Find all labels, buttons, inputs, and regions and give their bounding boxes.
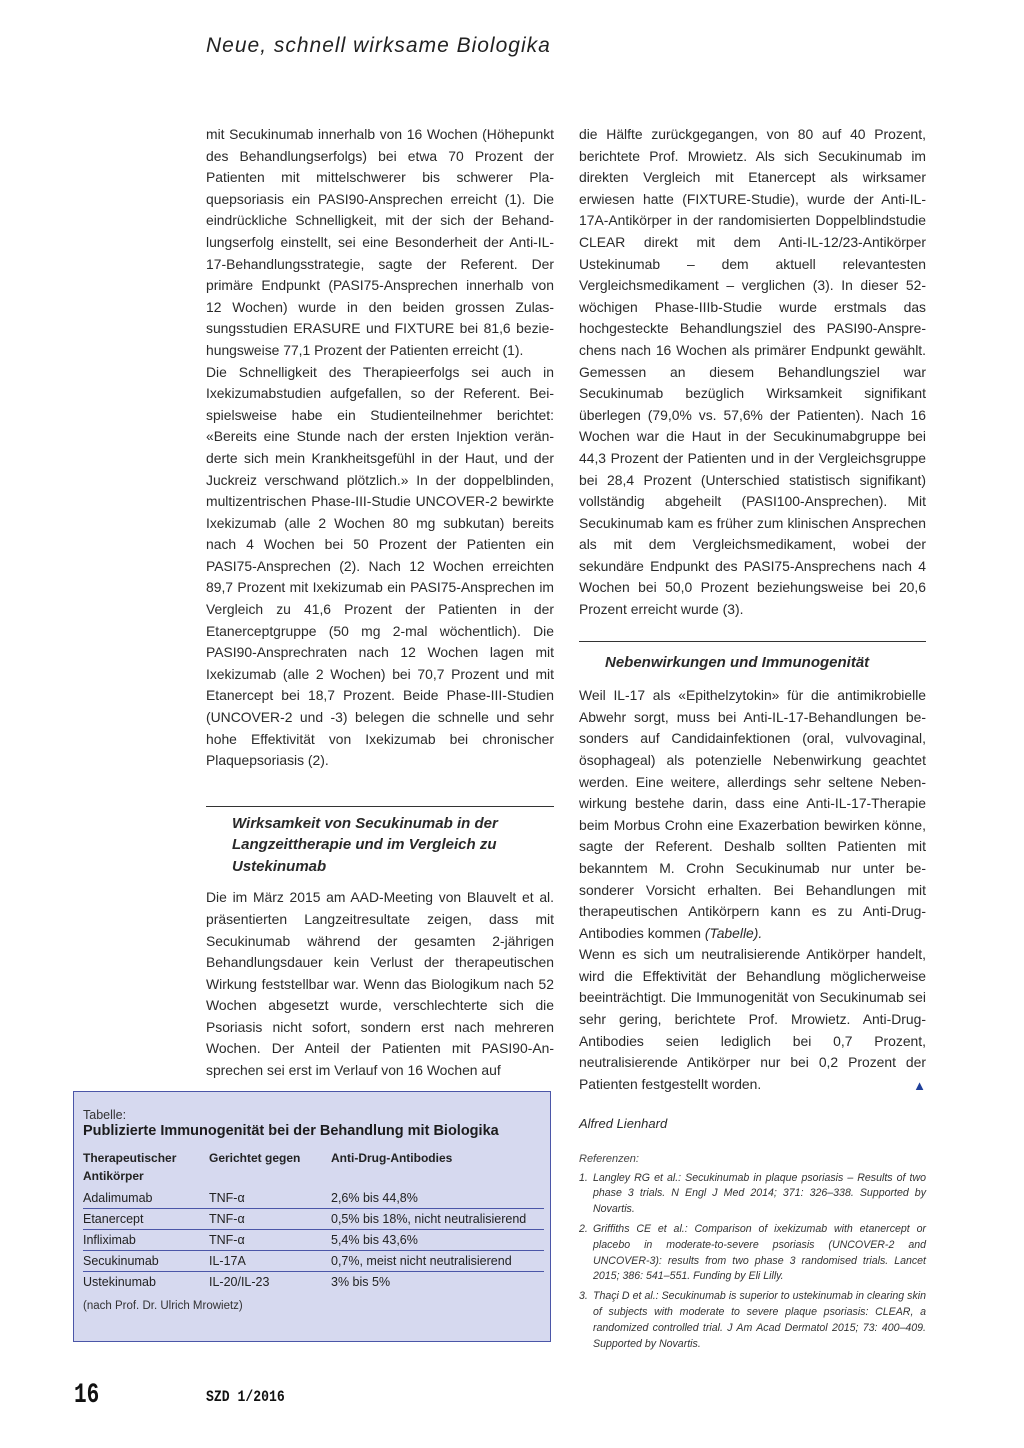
table-kicker: Tabelle:	[83, 1108, 127, 1122]
section-heading: Nebenwirkungen und Immunogenität	[605, 653, 870, 671]
table-cell: Ustekinumab	[83, 1275, 156, 1289]
table-cell: 0,7%, meist nicht neutralisierend	[331, 1251, 544, 1272]
table-cell: 3% bis 5%	[331, 1275, 391, 1289]
paragraph-text: Weil IL-17 als «Epithelzytokin» für die antimikrobielle Abwehr sorgt, muss bei Anti-IL-17-Behandlungen besonders auf Candidainfektionen (oral, vulvovaginal, ösophageal) als potenzielle Nebenwirkung geachtet werden. Eine weitere, allerdings sehr seltene Nebenwirkung bestehe darin, dass eine Anti-IL-17-Therapie beim Morbus Crohn eine Exazerbation bewirken könne, sagte der Referent. Deshalb sollten Patienten mit bekanntem M. Crohn Secukinumab nur unter besonderer Vorsicht erhalten. Bei Behandlungen mit therapeutischen Antikörpern kann es zu Anti-Drug-Antibodies kommen	[579, 687, 926, 941]
table-row	[83, 1230, 544, 1251]
running-title: Neue, schnell wirksame Biologika	[206, 34, 551, 57]
reference-item	[579, 1171, 926, 1218]
end-of-article-icon: ▲	[913, 1077, 926, 1093]
references-list	[579, 1171, 926, 1353]
immunogenicity-table-box	[73, 1091, 551, 1342]
reference-item	[579, 1222, 926, 1285]
table-cell: Infliximab	[83, 1230, 209, 1251]
reference-number: 1.	[579, 1171, 588, 1184]
reference-item	[579, 1289, 926, 1352]
section-rule	[579, 641, 926, 642]
author-name: Alfred Lienhard	[579, 1116, 668, 1132]
table-reference: (Tabelle).	[704, 924, 763, 941]
column-header: Anti-Drug-Antibodies	[331, 1151, 453, 1165]
table-cell: Adalimumab	[83, 1188, 209, 1209]
paragraph: die Hälfte zurückgegangen, von 80 auf 40 Prozent, berichtete Prof. Mrowietz. Als sich Secukinumab im direkten Vergleich mit Etanercept als wirksamer erwiesen hatte (FIXTURE-Studie), wurde der Anti-IL-17A-Antikörper in der randomisierten Doppelblindstudie CLEAR direkt mit dem Anti-IL-12/23-Antikörper Ustekinumab – dem aktuell relevantesten Vergleichsmedikament – verglichen (3). In dieser 52-wöchigen Phase-IIIb-Studie wurde erstmals das hochgesteckte Behandlungsziel des PASI90-Ansprechens nach 16 Wochen als primärer Endpunkt gewählt. Gemessen an diesem Behandlungsziel war Secukinumab bezüglich Wirksamkeit signifikant überlegen (79,0% vs. 57,6% der Patienten). Nach 16 Wochen war die Haut in der Secukinumabgruppe bei 44,3 Prozent der Patienten und in der Vergleichsgruppe bei 28,4 Prozent (Unterschied statistisch signifikant) vollständig abgeheilt (PASI100-Ansprechen). Mit Secukinumab kam es früher zum klinischen Ansprechen als mit dem Vergleichsmedikament, wobei der sekundäre Endpunkt des PASI75-Ansprechens nach 4 Wochen bei 50,0 Prozent beziehungsweise bei 20,6 Prozent erreicht wurde (3).	[579, 126, 926, 618]
table-row	[83, 1272, 544, 1293]
table-cell: TNF-α	[209, 1188, 331, 1209]
immunogenicity-table	[83, 1149, 544, 1292]
paragraph: Die im März 2015 am AAD-Meeting von Blauvelt et al. präsentierten Langzeitresultate zeigen, dass mit Secukinumab während der gesamten 2-jährigen Behandlungsdauer kein Verlust der therapeutischen Wirkung feststellbar war. Wenn das Biologikum nach 52 Wochen abgesetzt wurde, verschlechterte sich die Psoriasis nicht sofort, sondern erst nach mehreren Wochen. Der Anteil der Patienten mit PASI90-Ansprechen sei erst im Verlauf von 16 Wochen auf	[206, 889, 554, 1079]
reference-number: 3.	[579, 1290, 588, 1303]
table-row	[83, 1188, 544, 1209]
column-header: Therapeutischer Antikörper	[83, 1151, 177, 1183]
table-row	[83, 1209, 544, 1230]
table-cell: TNF-α	[209, 1230, 331, 1251]
table-cell: Etanercept	[83, 1209, 209, 1230]
reference-text: Thaçi D et al.: Secukinumab is superior to ustekinumab in clearing skin of subjects with moderate to severe plaque psoriasis: CLEAR, a randomized controlled trial. J Am Acad Dermatol 2015; 73: 400–409. Supported by Novartis.	[593, 1290, 926, 1350]
reference-number: 2.	[579, 1223, 588, 1236]
paragraph	[579, 685, 926, 944]
paragraph: Die Schnelligkeit des Therapieerfolgs sei auch in Ixekizumabstudien aufgefallen, so der Referent. Beispielsweise habe ein Studienteilnehmer berichtet: «Bereits eine Stunde nach der ersten Injektion veränderte sich mein Krankheitsgefühl in der Haut, und der Juckreiz verschwand plötzlich.» In der doppelblinden, multizentrischen Phase-III-Studie UNCOVER-2 bewirkte Ixekizumab (alle 2 Wochen 80 mg subkutan) bereits nach 4 Wochen bei 50 Prozent der Patienten ein PASI75-Ansprechen (2). Nach 12 Wochen erreichten 89,7 Prozent mit Ixekizumab ein PASI75-Ansprechen im Vergleich zu 41,6 Prozent der Patienten in der Etanerceptgruppe (50 mg 2-mal wöchentlich). Die PASI90-Ansprechraten nach 12 Wochen lagen mit Ixekizumab (alle 2 Wochen) bei 70,7 Prozent und mit Etanercept bei 18,7 Prozent. Beide Phase-III-Studien (UNCOVER-2 und -3) belegen die schnelle und sehr hohe Effektivität von Ixekizumab bei chronischer Plaquepsoriasis (2).	[206, 363, 554, 769]
reference-text: Griffiths CE et al.: Comparison of ixekizumab with etanercept or placebo in moderate-to-severe psoriasis (UNCOVER-2 and UNCOVER-3): results from two phase 3 randomised trials. Lancet 2015; 386: 541–551. Funding by Eli Lilly.	[593, 1223, 926, 1283]
paragraph	[579, 944, 926, 1095]
table-row	[83, 1251, 544, 1272]
paragraph: mit Secukinumab innerhalb von 16 Wochen (Höhepunkt des Behandlungserfolgs) bei etwa 70 Prozent der Patienten mit mittelschwerer bis schwerer Plaquepsoriasis ein PASI90-Ansprechen erreicht (1). Die eindrückliche Schnelligkeit, mit der sich der Behandlungserfolg einstellt, sei eine Besonderheit der Anti-IL-17-Behandlungsstrategie, sagte der Referent. Der primäre Endpunkt (PASI75-Ansprechen innerhalb von 12 Wochen) wurde in den beiden grossen Zulassungsstudien ERASURE und FIXTURE bei 81,6 beziehungsweise 77,1 Prozent der Patienten erreicht (1).	[206, 126, 554, 358]
page-number: 16	[74, 1380, 100, 1411]
paragraph-text: Wenn es sich um neutralisierende Antikörper handelt, wird die Effektivität der Behandlung möglicherweise beeinträchtigt. Die Immunogenität von Secukinumab sei sehr gering, berichtete Prof. Mrowietz. Anti-Drug-Antibodies seien lediglich bei 0,7 Prozent, neutralisierende Antikörper nur bei 0,2 Prozent der Patienten festgestellt worden.	[579, 946, 926, 1092]
table-source: (nach Prof. Dr. Ulrich Mrowietz)	[83, 1300, 243, 1312]
table-title: Publizierte Immunogenität bei der Behandlung mit Biologika	[83, 1123, 499, 1139]
reference-text: Langley RG et al.: Secukinumab in plaque psoriasis – Results of two phase 3 trials. N Engl J Med 2014; 371: 326–338. Supported by Novartis.	[593, 1171, 926, 1216]
table-cell: 5,4% bis 43,6%	[331, 1230, 544, 1251]
table-cell: 2,6% bis 44,8%	[331, 1188, 544, 1209]
table-header-row	[83, 1149, 544, 1188]
left-column	[206, 124, 554, 1082]
issue-label: SZD 1/2016	[206, 1388, 285, 1406]
section-heading: Wirksamkeit von Secukinumab in der Langzeittherapie und im Vergleich zu Ustekinumab	[232, 814, 498, 875]
table-cell: IL-20/IL-23	[209, 1275, 270, 1289]
references-title: Referenzen:	[579, 1153, 639, 1166]
table-cell: IL-17A	[209, 1251, 331, 1272]
table-cell: TNF-α	[209, 1209, 331, 1230]
section-rule	[206, 806, 554, 807]
column-header: Gerichtet gegen	[209, 1151, 301, 1165]
right-column	[579, 124, 926, 1356]
table-cell: 0,5% bis 18%, nicht neutralisierend	[331, 1209, 544, 1230]
table-cell: Secukinumab	[83, 1251, 209, 1272]
